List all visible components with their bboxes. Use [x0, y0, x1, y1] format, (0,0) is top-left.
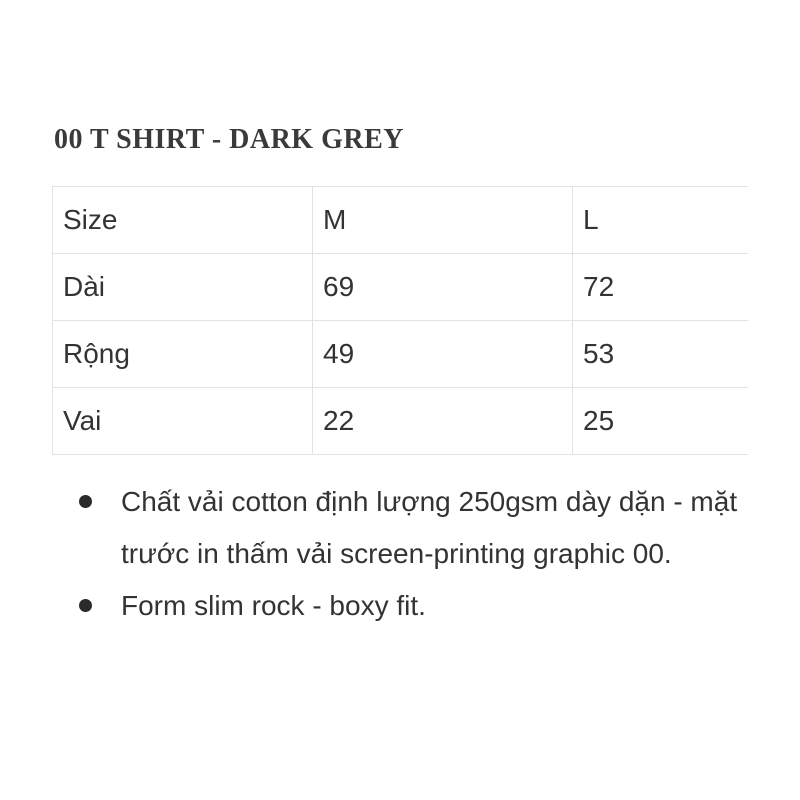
- table-row: [53, 388, 749, 455]
- list-item: [0, 580, 761, 632]
- table-cell: M: [313, 187, 573, 254]
- size-table: [52, 186, 748, 455]
- table-cell: L: [573, 187, 749, 254]
- product-title: 00 T SHIRT - DARK GREY: [54, 124, 404, 155]
- table-cell: Dài: [53, 254, 313, 321]
- bullet-icon: [79, 599, 92, 612]
- table-cell: 25: [573, 388, 749, 455]
- table-cell: Rộng: [53, 321, 313, 388]
- table-cell: 22: [313, 388, 573, 455]
- table-cell: 69: [313, 254, 573, 321]
- list-item: [0, 476, 761, 580]
- bullet-icon: [79, 495, 92, 508]
- table-row: [53, 321, 749, 388]
- feature-text: Form slim rock - boxy fit.: [121, 590, 426, 621]
- table-cell: Size: [53, 187, 313, 254]
- table-cell: 49: [313, 321, 573, 388]
- size-table-container: [52, 186, 748, 455]
- table-cell: 72: [573, 254, 749, 321]
- table-cell: 53: [573, 321, 749, 388]
- table-row-header: [53, 187, 749, 254]
- table-cell: Vai: [53, 388, 313, 455]
- feature-text: Chất vải cotton định lượng 250gsm dày dặn - mặt trước in thấm vải screen-printing graphic 00.: [121, 486, 738, 569]
- table-row: [53, 254, 749, 321]
- feature-list: [0, 476, 800, 632]
